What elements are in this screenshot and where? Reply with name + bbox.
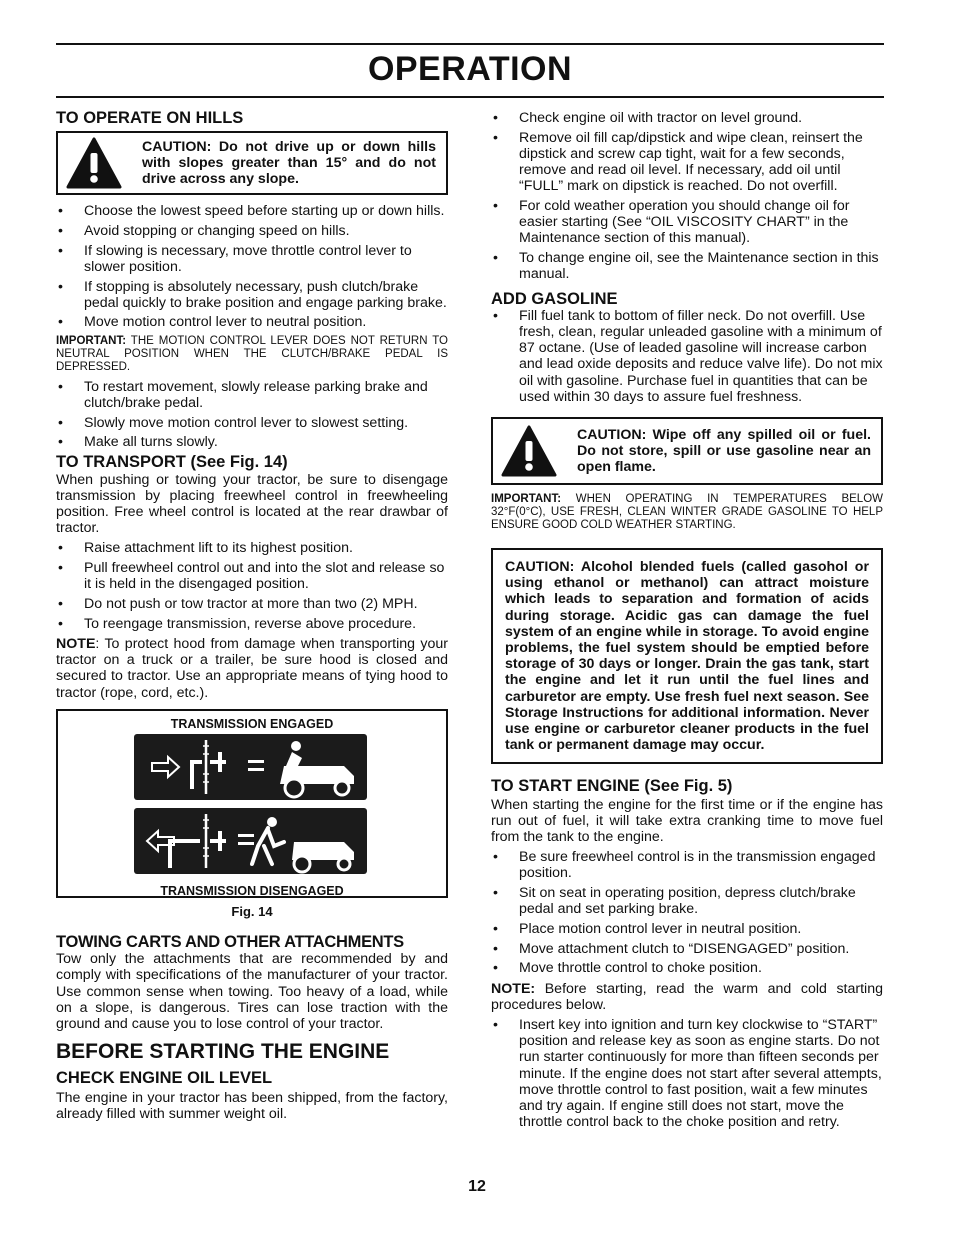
list-item: • Move motion control lever to neutral position. bbox=[56, 314, 448, 330]
hills-important-note bbox=[56, 335, 448, 374]
list-item: • Choose the lowest speed before starting up or down hills. bbox=[56, 203, 448, 219]
list-item: • Be sure freewheel control is in the transmission engaged position. bbox=[491, 849, 883, 881]
gasoline-important-note bbox=[491, 493, 883, 532]
hills-list bbox=[56, 203, 448, 330]
left-column bbox=[56, 110, 448, 1126]
note-text: Before starting, read the warm and cold starting procedures below. bbox=[491, 980, 883, 1013]
warning-icon bbox=[499, 425, 559, 477]
engaged-panel bbox=[134, 734, 367, 800]
warning-icon bbox=[64, 137, 124, 189]
list-item: • Avoid stopping or changing speed on hills. bbox=[56, 223, 448, 239]
figure-14 bbox=[56, 709, 448, 898]
top-rule bbox=[56, 43, 884, 45]
list-item: • Raise attachment lift to its highest position. bbox=[56, 540, 448, 556]
start-list-2 bbox=[491, 1017, 883, 1130]
disengaged-panel bbox=[134, 808, 367, 874]
start-list bbox=[491, 849, 883, 976]
start-intro: When starting the engine for the first time or if the engine has run out of fuel, it will take extra cranking time to move fuel from the tank to the engine. bbox=[491, 796, 883, 845]
list-item: • Slowly move motion control lever to slowest setting. bbox=[56, 415, 448, 431]
important-label: IMPORTANT: bbox=[491, 492, 562, 505]
important-text: THE MOTION CONTROL LEVER DOES NOT RETURN TO NEUTRAL POSITION WHEN THE CLUTCH/BRAKE PEDAL IS DEPRESSED. bbox=[56, 334, 448, 373]
hills-list-2 bbox=[56, 379, 448, 451]
transport-intro: When pushing or towing your tractor, be sure to disengage transmission by placing freewheel control in freewheeling position. Free wheel control is located at the rear drawbar of tractor. bbox=[56, 471, 448, 537]
start-note bbox=[491, 981, 883, 1013]
towing-text: Tow only the attachments that are recommended by and comply with specifications of the manufacturer of your tractor. Use common sense when towing. Too heavy of a load, while on a slope, is dangerous. Tires can lose traction with the ground and cause you to lose control of your tractor. bbox=[56, 951, 448, 1032]
page-number: 12 bbox=[468, 1178, 486, 1195]
list-item: • Move throttle control to choke position. bbox=[491, 960, 883, 976]
list-item: • To change engine oil, see the Maintenance section in this manual. bbox=[491, 250, 883, 282]
before-heading: BEFORE STARTING THE ENGINE bbox=[56, 1040, 390, 1064]
gasoline-list bbox=[491, 308, 883, 405]
start-heading: TO START ENGINE (See Fig. 5) bbox=[491, 777, 733, 796]
list-item: • If slowing is necessary, move throttle control lever to slower position. bbox=[56, 243, 448, 275]
oil-list bbox=[491, 110, 883, 283]
hills-caution-text: CAUTION: Do not drive up or down hills with slopes greater than 15° and do not drive across any slope. bbox=[142, 138, 436, 188]
figure-top-label: TRANSMISSION ENGAGED bbox=[170, 716, 334, 731]
list-item: • Place motion control lever in neutral position. bbox=[491, 921, 883, 937]
right-column bbox=[491, 110, 883, 1134]
note-label: NOTE: bbox=[491, 980, 536, 997]
transport-note bbox=[56, 636, 448, 701]
gasoline-heading: ADD GASOLINE bbox=[491, 289, 618, 308]
gasoline-caution-text: CAUTION: Wipe off any spilled oil or fuel. Do not store, spill or use gasoline near an open flame. bbox=[577, 426, 871, 476]
list-item: • Remove oil fill cap/dipstick and wipe clean, reinsert the dipstick and screw cap tight, wait for a few seconds, remove and read oil level. If necessary, add oil until “FULL” mark on dipstick is reached. Do not overfill. bbox=[491, 130, 883, 195]
gasoline-caution-box bbox=[491, 417, 883, 485]
note-label: NOTE bbox=[56, 635, 96, 652]
figure-caption: Fig. 14 bbox=[231, 903, 273, 919]
list-item: • Move attachment clutch to “DISENGAGED” position. bbox=[491, 941, 883, 957]
important-text: WHEN OPERATING IN TEMPERATURES BELOW 32°F(0°C), USE FRESH, CLEAN WINTER GRADE GASOLINE TO HELP ENSURE GOOD COLD WEATHER STARTING. bbox=[491, 492, 883, 531]
oil-heading: CHECK ENGINE OIL LEVEL bbox=[56, 1069, 273, 1088]
alcohol-fuel-caution-box bbox=[491, 548, 883, 764]
figure-bottom-label: TRANSMISSION DISENGAGED bbox=[160, 883, 344, 898]
title-rule bbox=[56, 96, 884, 98]
list-item: • For cold weather operation you should change oil for easier starting (See “OIL VISCOSITY CHART” in the Maintenance section of this manual). bbox=[491, 198, 883, 247]
list-item: • If stopping is absolutely necessary, push clutch/brake pedal quickly to brake position and engage parking brake. bbox=[56, 279, 448, 311]
list-item: • Sit on seat in operating position, depress clutch/brake pedal and set parking brake. bbox=[491, 885, 883, 917]
list-item: • To reengage transmission, reverse above procedure. bbox=[56, 616, 448, 632]
list-item: • Pull freewheel control out and into the slot and release so it is held in the disengaged position. bbox=[56, 560, 448, 592]
alcohol-fuel-caution-text: CAUTION: Alcohol blended fuels (called gasohol or using ethanol or methanol) can attract moisture which leads to separation and formation of acids during storage. Acidic gas can damage the fuel system of an engine while in storage. To avoid engine problems, the fuel system should be emptied before storage of 30 days or longer. Drain the gas tank, start the engine and let it run until the fuel lines and carburetor are empty. Use fresh fuel next season. See Storage Instructions for additional information. Never use engine or carburetor cleaner products in the fuel tank or permanent damage may occur. bbox=[505, 558, 869, 754]
transport-heading: TO TRANSPORT (See Fig. 14) bbox=[56, 453, 288, 472]
hills-heading: TO OPERATE ON HILLS bbox=[56, 109, 244, 127]
important-label: IMPORTANT: bbox=[56, 334, 127, 347]
oil-intro: The engine in your tractor has been shipped, from the factory, already filled with summer weight oil. bbox=[56, 1089, 448, 1122]
list-item: • Make all turns slowly. bbox=[56, 434, 448, 450]
list-item: • Insert key into ignition and turn key clockwise to “START” position and release key as soon as engine starts. Do not run starter continuously for more than fifteen seconds per minute. If the engine does not start after several attempts, move throttle control to fast position, wait a few minutes and try again. If engine still does not start, move the throttle control back to the choke position and retry. bbox=[491, 1017, 883, 1130]
list-item: • Fill fuel tank to bottom of filler neck. Do not overfill. Use fresh, clean, regular unleaded gasoline with a minimum of 87 octane. (Use of leaded gasoline will increase carbon and lead oxide deposits and reduce valve life). Do not mix oil with gasoline. Purchase fuel in quantities that can be used within 30 days to assure fuel freshness. bbox=[491, 308, 883, 405]
list-item: • Do not push or tow tractor at more than two (2) MPH. bbox=[56, 596, 448, 612]
hills-caution-box bbox=[56, 131, 448, 195]
towing-heading: TOWING CARTS AND OTHER ATTACHMENTS bbox=[56, 932, 404, 951]
page-title: OPERATION bbox=[367, 50, 573, 88]
note-text: : To protect hood from damage when transporting your tractor on a truck or a trailer, be sure hood is closed and secured to tractor. Use an appropriate means of tying hood to tractor (rope, cord, etc.). bbox=[56, 635, 448, 701]
list-item: • To restart movement, slowly release parking brake and clutch/brake pedal. bbox=[56, 379, 448, 411]
list-item: • Check engine oil with tractor on level ground. bbox=[491, 110, 883, 126]
transport-list bbox=[56, 540, 448, 632]
